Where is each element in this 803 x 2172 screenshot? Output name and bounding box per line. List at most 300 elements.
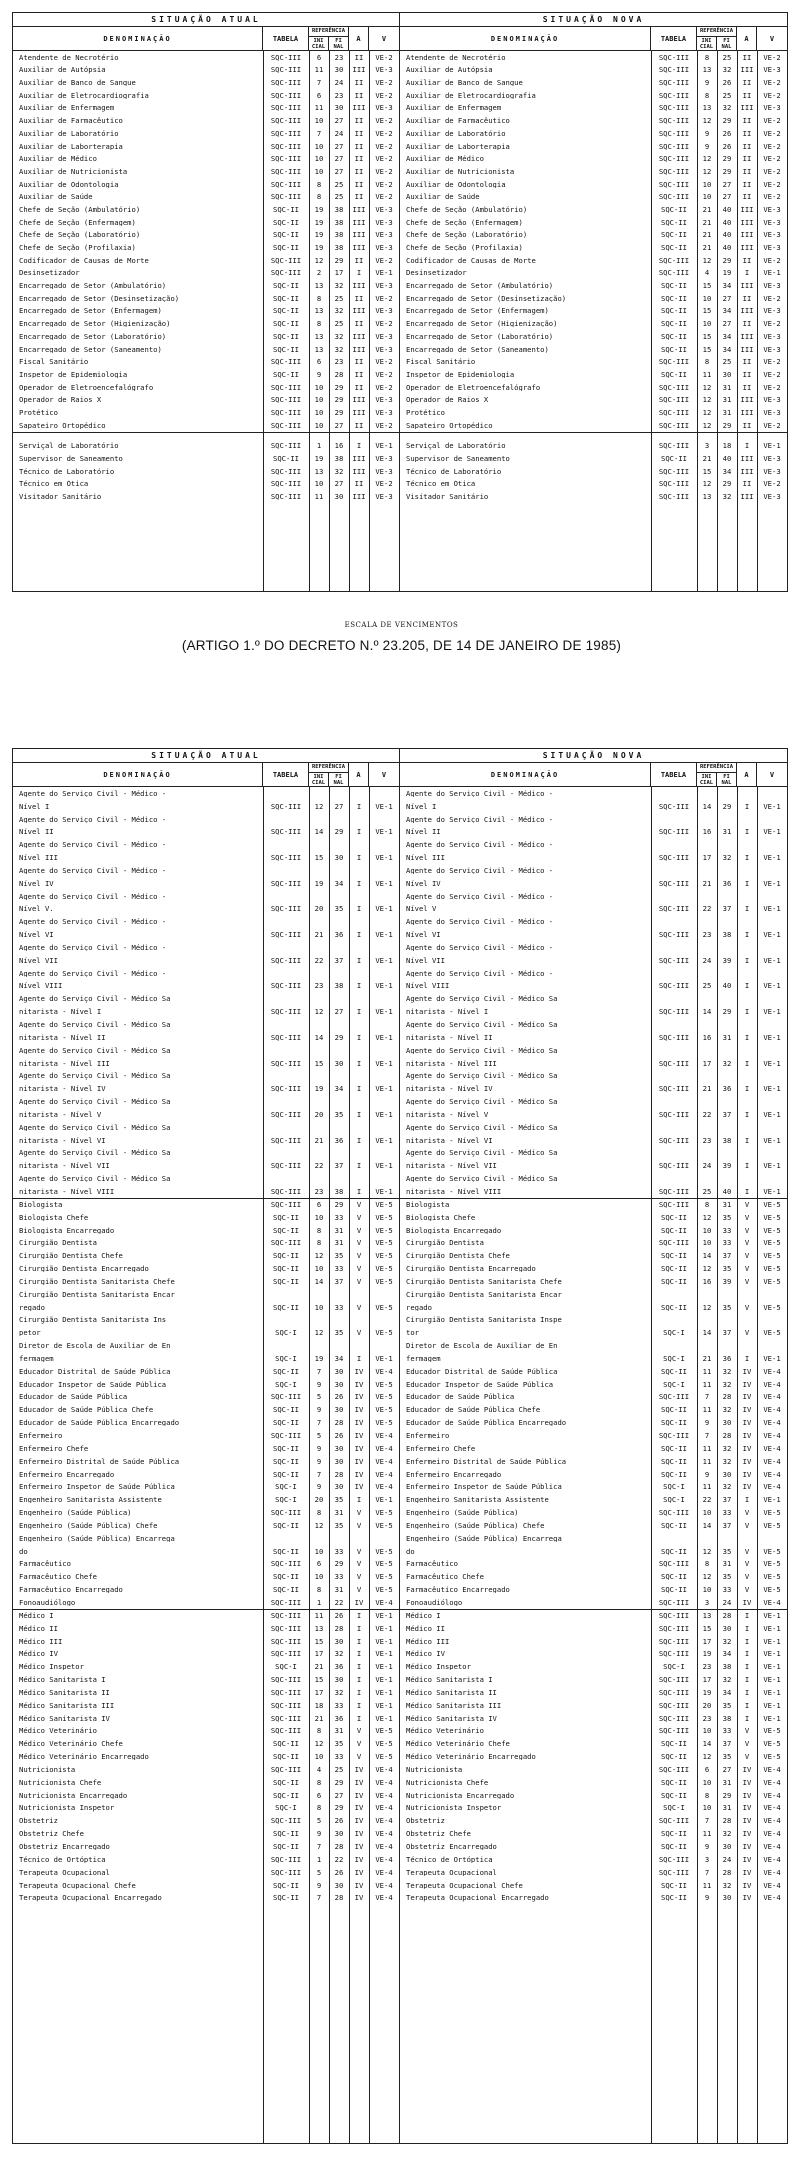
table-row: [13, 1853, 399, 1866]
v-cell: VE-4: [375, 1868, 393, 1876]
a-cell: I: [744, 905, 750, 913]
v-cell: VE-2: [375, 370, 393, 379]
denominacao-cell: Nutricionista Chefe: [19, 1778, 102, 1786]
denominacao-cell: Nível VIII: [406, 982, 450, 990]
final-cell: 31: [334, 1509, 344, 1517]
denominacao-cell: Auxiliar de Odontologia: [19, 180, 119, 188]
tabela-cell: SQC-II: [273, 218, 299, 226]
final-cell: 28: [334, 1624, 344, 1632]
tabela-cell: SQC-III: [270, 383, 302, 391]
a-cell: I: [356, 1612, 362, 1620]
tabela-cell: SQC-III: [270, 117, 302, 125]
inicial-cell: 9: [316, 1444, 322, 1453]
denominacao-cell: Obstetriz Chefe: [406, 1830, 471, 1838]
table-row: [400, 813, 787, 826]
a-cell: III: [352, 345, 366, 353]
v-cell: VE-1: [375, 1701, 393, 1709]
denominacao-cell: Nível V.: [19, 905, 54, 913]
denominacao-cell: Nível III: [19, 854, 58, 862]
denominacao-cell: Agente do Serviço Civil - Médico -: [19, 789, 167, 798]
final-cell: 38: [334, 218, 344, 226]
a-cell: I: [744, 1676, 750, 1684]
v-cell: VE-1: [375, 1676, 393, 1684]
inicial-cell: 1: [316, 1855, 322, 1864]
table-row: [13, 1108, 399, 1121]
a-cell: V: [744, 1753, 750, 1761]
table-row: [13, 1352, 399, 1365]
denominacao-cell: Educador Distrital de Saúde Pública: [406, 1367, 558, 1375]
final-cell: 40: [722, 205, 732, 214]
table-row: [400, 1005, 787, 1018]
tabela-cell: SQC-III: [658, 91, 690, 99]
table-row: [13, 864, 399, 877]
inicial-cell: 10: [702, 1778, 712, 1786]
a-cell: V: [744, 1740, 750, 1748]
inicial-cell: 8: [316, 1778, 322, 1786]
table-row: [13, 800, 399, 813]
v-cell: VE-3: [375, 408, 393, 417]
final-cell: 26: [334, 1393, 344, 1401]
denominacao-cell: Médico Sanitarista II: [406, 1688, 497, 1697]
denominacao-cell: Agente do Serviço Civil - Médico Sa: [406, 1021, 558, 1029]
tabela-cell: SQC-III: [270, 180, 302, 188]
inicial-cell: 15: [702, 1624, 712, 1632]
table-row: [13, 356, 399, 369]
table-row: [13, 1532, 399, 1545]
tabela-cell: SQC-III: [270, 1765, 302, 1774]
inicial-cell: 21: [702, 1354, 712, 1363]
denominacao-cell: Agente do Serviço Civil - Médico Sa: [19, 1046, 171, 1054]
inicial-cell: 6: [316, 91, 322, 99]
a-cell: I: [744, 1136, 750, 1144]
inicial-cell: 8: [704, 1791, 710, 1799]
final-cell: 32: [722, 1483, 732, 1491]
inicial-cell: 12: [314, 1252, 324, 1260]
denominacao-cell: Engenheiro Sanitarista Assistente: [19, 1496, 162, 1504]
a-cell: III: [352, 396, 366, 404]
a-cell: III: [352, 244, 366, 252]
denominacao-cell: Auxiliar de Odontologia: [406, 180, 506, 188]
final-cell: 36: [334, 1136, 344, 1144]
denominacao-cell: Auxiliar de Nutricionista: [406, 167, 515, 176]
v-cell: VE-5: [763, 1753, 781, 1761]
v-cell: VE-3: [375, 231, 393, 239]
denominacao-cell: Nível III: [406, 854, 445, 862]
denominacao-cell: nitarista - Nível VI: [406, 1136, 493, 1144]
final-cell: 34: [722, 332, 732, 341]
table-row: [13, 267, 399, 280]
tabela-cell: SQC-II: [661, 1444, 687, 1453]
table-row: [400, 1802, 787, 1815]
table-row: [13, 851, 399, 864]
a-cell: IV: [742, 1380, 752, 1388]
denominacao-cell: Médico III: [19, 1637, 63, 1645]
tabela-cell: SQC-III: [270, 358, 302, 366]
v-cell: VE-4: [763, 1804, 781, 1812]
v-cell: VE-1: [763, 1187, 781, 1196]
final-cell: 32: [722, 1380, 732, 1388]
table-row: [400, 1044, 787, 1057]
a-cell: II: [354, 320, 364, 328]
inicial-cell: 11: [702, 1380, 712, 1388]
denominacao-cell: Médico IV: [19, 1650, 58, 1658]
inicial-cell: 14: [702, 1329, 712, 1337]
tabela-cell: SQC-III: [270, 1033, 302, 1042]
final-cell: 34: [722, 282, 732, 290]
final-cell: 34: [722, 345, 732, 353]
table-row: [13, 1429, 399, 1442]
v-cell: VE-1: [375, 931, 393, 939]
table-row: [13, 406, 399, 419]
inicial-cell: 15: [314, 1676, 324, 1684]
denominacao-cell: Auxiliar de Laborterapia: [19, 142, 123, 150]
denominacao-cell: Enfermeiro: [406, 1432, 450, 1440]
table-row: [400, 903, 787, 916]
final-cell: 34: [722, 467, 732, 475]
tabela-cell: SQC-III: [658, 1701, 690, 1709]
tabela-cell: SQC-III: [270, 905, 302, 913]
tabela-cell: SQC-III: [658, 256, 690, 264]
inicial-cell: 6: [316, 1201, 322, 1209]
v-cell: VE-1: [763, 828, 781, 836]
v-cell: VE-3: [375, 282, 393, 290]
v-cell: VE-5: [375, 1740, 393, 1748]
denominacao-cell: Engenheiro (Saúde Pública): [406, 1509, 519, 1517]
table-row: [13, 229, 399, 242]
table-row: [400, 1532, 787, 1545]
a-cell: II: [354, 180, 364, 188]
header-a: A: [737, 763, 757, 786]
tabela-cell: SQC-I: [663, 1496, 685, 1504]
final-cell: 25: [334, 294, 344, 302]
denominacao-cell: Encarregado de Setor (Enfermagem): [406, 307, 549, 315]
a-cell: II: [742, 129, 752, 138]
a-cell: II: [354, 421, 364, 429]
tabela-cell: SQC-II: [273, 345, 299, 353]
a-cell: IV: [742, 1470, 752, 1478]
tabela-cell: SQC-II: [661, 1226, 687, 1234]
a-cell: IV: [742, 1804, 752, 1812]
table-row: [13, 993, 399, 1006]
header-referencia: [697, 763, 737, 786]
inicial-cell: 15: [314, 854, 324, 862]
v-cell: VE-5: [375, 1303, 393, 1311]
tabela-cell: SQC-III: [270, 1676, 302, 1684]
final-cell: 27: [334, 117, 344, 125]
header-a: A: [349, 27, 369, 50]
table-row: [13, 1339, 399, 1352]
denominacao-cell: Sapateiro Ortopédico: [406, 421, 493, 429]
v-cell: VE-1: [763, 269, 781, 277]
inicial-cell: 4: [704, 269, 710, 277]
a-cell: I: [356, 1688, 362, 1697]
inicial-cell: 9: [316, 1830, 322, 1838]
denominacao-cell: Auxiliar de Farmacêutico: [19, 117, 123, 125]
table-row: [13, 1776, 399, 1789]
final-cell: 34: [722, 1650, 732, 1658]
v-cell: VE-2: [375, 53, 393, 61]
table-row: [13, 1185, 399, 1198]
table-row: [400, 330, 787, 343]
table-row: [13, 1391, 399, 1404]
inicial-cell: 12: [702, 383, 712, 391]
final-cell: 40: [722, 244, 732, 252]
column-divider: [651, 51, 652, 591]
table-row: [400, 1815, 787, 1828]
header-tabela: TABELA: [651, 763, 697, 786]
tabela-cell: SQC-II: [273, 244, 299, 252]
tabela-cell: SQC-I: [275, 1380, 297, 1388]
final-cell: 29: [722, 117, 732, 125]
a-cell: II: [354, 480, 364, 488]
denominacao-cell: nitarista - Nível V: [406, 1110, 489, 1119]
a-cell: IV: [742, 1778, 752, 1786]
inicial-cell: 11: [702, 1830, 712, 1838]
final-cell: 38: [722, 1714, 732, 1722]
denominacao-cell: Visitador Sanitário: [19, 493, 102, 501]
v-cell: VE-3: [763, 455, 781, 463]
table-row: [400, 440, 787, 453]
final-cell: 36: [334, 931, 344, 939]
a-cell: V: [356, 1509, 362, 1517]
denominacao-cell: Fonoaudiólogo: [406, 1598, 463, 1607]
v-cell: VE-4: [763, 1406, 781, 1414]
v-cell: VE-5: [375, 1239, 393, 1247]
header-referencia: [309, 763, 349, 786]
a-cell: II: [354, 193, 364, 201]
v-cell: VE-2: [375, 256, 393, 264]
inicial-cell: 11: [314, 493, 324, 501]
tabela-cell: SQC-III: [270, 1817, 302, 1825]
a-cell: I: [744, 1354, 750, 1363]
v-cell: VE-5: [375, 1380, 393, 1388]
table-row: [13, 826, 399, 839]
inicial-cell: 19: [314, 1354, 324, 1363]
denominacao-cell: Auxiliar de Autópsia: [406, 66, 493, 74]
table-row: [400, 1750, 787, 1763]
denominacao-cell: Farmacêutico Chefe: [19, 1573, 97, 1581]
v-cell: VE-3: [375, 332, 393, 341]
inicial-cell: 19: [702, 1688, 712, 1697]
a-cell: II: [742, 370, 752, 379]
tabela-cell: SQC-II: [273, 1265, 299, 1273]
final-cell: 27: [334, 1791, 344, 1799]
final-cell: 32: [334, 467, 344, 475]
tabela-cell: SQC-III: [658, 1393, 690, 1401]
table-row: [13, 915, 399, 928]
situacao-atual-title: SITUAÇÃO ATUAL: [13, 13, 399, 27]
denominacao-cell: petor: [19, 1329, 41, 1337]
table-row: [400, 1159, 787, 1172]
table-row: [400, 1455, 787, 1468]
denominacao-cell: Médico II: [19, 1624, 58, 1632]
table-row: [400, 890, 787, 903]
v-cell: VE-3: [763, 345, 781, 353]
denominacao-cell: Auxiliar de Saúde: [406, 193, 480, 201]
v-cell: VE-1: [763, 1354, 781, 1363]
tabela-cell: SQC-III: [658, 358, 690, 366]
table-row: [400, 1416, 787, 1429]
final-cell: 31: [722, 396, 732, 404]
final-cell: 37: [722, 1496, 732, 1504]
a-cell: II: [354, 294, 364, 302]
denominacao-cell: Médico IV: [406, 1650, 445, 1658]
tabela-cell: SQC-III: [658, 142, 690, 150]
denominacao-cell: Educador de Saúde Pública Encarregado: [19, 1419, 180, 1427]
a-cell: III: [740, 104, 754, 112]
a-cell: V: [356, 1226, 362, 1234]
denominacao-cell: Agente do Serviço Civil - Médico Sa: [406, 995, 558, 1003]
a-cell: I: [744, 1085, 750, 1093]
v-cell: VE-3: [375, 66, 393, 74]
a-cell: IV: [354, 1778, 364, 1786]
tabela-cell: SQC-III: [270, 1688, 302, 1697]
column-divider: [717, 787, 718, 2143]
table-row: [13, 1622, 399, 1635]
inicial-cell: 19: [314, 231, 324, 239]
a-cell: II: [354, 370, 364, 379]
a-cell: I: [356, 956, 362, 964]
v-cell: VE-3: [375, 104, 393, 112]
table-row: [400, 1314, 787, 1327]
tabela-cell: SQC-III: [658, 1676, 690, 1684]
table-row: [400, 1224, 787, 1237]
denominacao-cell: Enfermeiro Chefe: [406, 1444, 476, 1453]
final-cell: 30: [334, 104, 344, 112]
table-row: [400, 1147, 787, 1160]
final-cell: 27: [722, 1765, 732, 1774]
table-row: [400, 478, 787, 491]
v-cell: VE-2: [375, 421, 393, 429]
a-cell: III: [352, 467, 366, 475]
inicial-cell: 4: [316, 1765, 322, 1774]
table-row: [400, 1493, 787, 1506]
denominacao-cell: do: [406, 1547, 415, 1555]
v-cell: VE-1: [763, 1637, 781, 1645]
inicial-cell: 12: [314, 1521, 324, 1530]
tabela-cell: SQC-I: [275, 1804, 297, 1812]
v-cell: VE-1: [375, 879, 393, 887]
table-row: [13, 1750, 399, 1763]
tabela-cell: SQC-III: [658, 1085, 690, 1093]
final-cell: 32: [722, 1406, 732, 1414]
final-cell: 32: [722, 854, 732, 862]
inicial-cell: 15: [702, 332, 712, 341]
a-cell: IV: [742, 1393, 752, 1401]
denominacao-cell: Terapeuta Ocupacional: [19, 1868, 110, 1876]
table-row: [400, 1404, 787, 1417]
column-divider: [309, 787, 310, 2143]
tabela-cell: SQC-III: [658, 905, 690, 913]
inicial-cell: 10: [314, 421, 324, 429]
tabela-cell: SQC-II: [273, 307, 299, 315]
v-cell: VE-1: [375, 1714, 393, 1722]
v-cell: VE-3: [763, 104, 781, 112]
denominacao-cell: regado: [19, 1303, 45, 1311]
inicial-cell: 15: [702, 467, 712, 475]
inicial-cell: 12: [314, 802, 324, 810]
v-cell: VE-3: [763, 66, 781, 74]
inicial-cell: 10: [314, 155, 324, 163]
inicial-cell: 5: [316, 1868, 322, 1876]
inicial-cell: 12: [702, 1265, 712, 1273]
inicial-cell: 13: [702, 1612, 712, 1620]
v-cell: VE-1: [763, 1714, 781, 1722]
inicial-cell: 11: [702, 1406, 712, 1414]
tabela-cell: SQC-II: [661, 1740, 687, 1748]
final-cell: 32: [722, 1444, 732, 1453]
inicial-cell: 23: [314, 982, 324, 990]
header-tabela: TABELA: [263, 763, 309, 786]
denominacao-cell: nitarista - Nível VIII: [19, 1187, 115, 1196]
v-cell: VE-2: [375, 480, 393, 488]
table-row: [13, 1879, 399, 1892]
a-cell: I: [356, 1637, 362, 1645]
final-cell: 35: [334, 905, 344, 913]
v-cell: VE-2: [375, 129, 393, 138]
table-row: [400, 127, 787, 140]
inicial-cell: 8: [316, 1804, 322, 1812]
denominacao-cell: Enfermeiro Inspetor de Saúde Pública: [406, 1483, 562, 1491]
header-tabela: TABELA: [651, 27, 697, 50]
tabela-cell: SQC-II: [273, 1573, 299, 1581]
denominacao-cell: Auxiliar de Laboratório: [19, 129, 119, 138]
table-row: [400, 465, 787, 478]
final-cell: 29: [722, 480, 732, 488]
final-cell: 34: [334, 1085, 344, 1093]
final-cell: 26: [334, 1868, 344, 1876]
v-cell: VE-1: [763, 1701, 781, 1709]
a-cell: II: [742, 180, 752, 188]
denominacao-cell: Agente do Serviço Civil - Médico Sa: [19, 1021, 171, 1029]
denominacao-cell: Fiscal Sanitário: [19, 358, 89, 366]
denominacao-cell: Enfermeiro Distrital de Saúde Pública: [19, 1457, 180, 1465]
v-cell: VE-1: [375, 1136, 393, 1144]
inicial-cell: 12: [702, 1753, 712, 1761]
column-header: [400, 763, 787, 787]
denominacao-cell: Encarregado de Setor (Desinsetização): [19, 294, 180, 302]
a-cell: V: [744, 1277, 750, 1286]
denominacao-cell: Auxiliar de Nutricionista: [19, 167, 128, 176]
v-cell: VE-4: [763, 1457, 781, 1465]
table-row: [13, 191, 399, 204]
inicial-cell: 9: [704, 1894, 710, 1902]
table-row: [400, 1326, 787, 1339]
table-row: [400, 1339, 787, 1352]
inicial-cell: 13: [314, 282, 324, 290]
v-cell: VE-1: [763, 1085, 781, 1093]
inicial-cell: 19: [314, 218, 324, 226]
tabela-cell: SQC-II: [273, 1252, 299, 1260]
tabela-cell: SQC-III: [658, 1239, 690, 1247]
header-referencia-label: REFERÊNCIA: [309, 763, 348, 773]
denominacao-cell: Cirurgião Dentista Sanitarista Encar: [19, 1290, 175, 1298]
inicial-cell: 19: [314, 879, 324, 887]
a-cell: I: [744, 442, 750, 450]
final-cell: 25: [722, 358, 732, 366]
table-row: [13, 1712, 399, 1725]
v-cell: VE-3: [763, 408, 781, 417]
v-cell: VE-4: [763, 1868, 781, 1876]
inicial-cell: 14: [702, 802, 712, 810]
inicial-cell: 22: [314, 956, 324, 964]
inicial-cell: 11: [314, 1612, 324, 1620]
table-row: [400, 1570, 787, 1583]
v-cell: VE-5: [375, 1547, 393, 1555]
final-cell: 35: [334, 1329, 344, 1337]
denominacao-cell: Desinsetizador: [19, 269, 80, 277]
final-cell: 22: [334, 1855, 344, 1864]
